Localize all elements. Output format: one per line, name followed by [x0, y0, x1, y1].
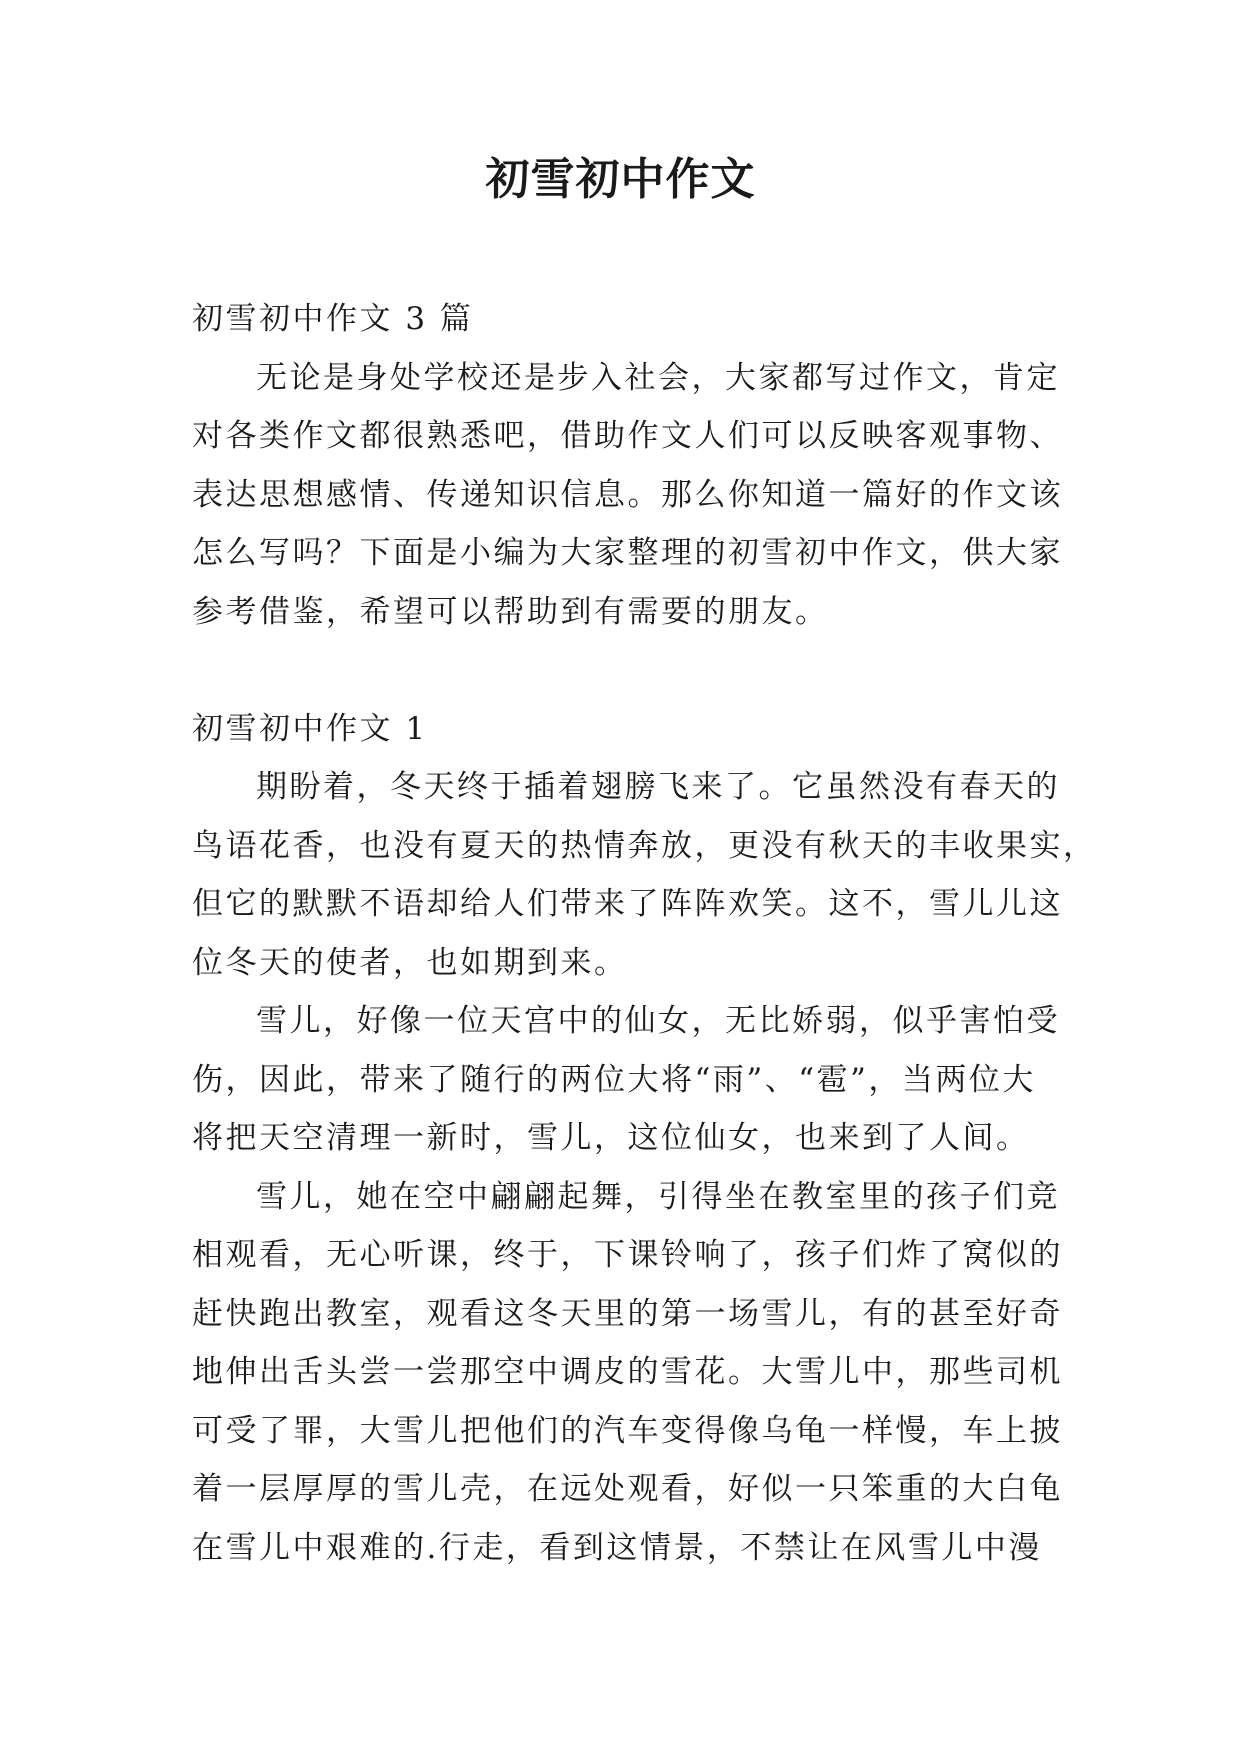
intro-paragraph: [192, 349, 1072, 642]
paragraph-line: 鸟语花香，也没有夏天的热情奔放，更没有秋天的丰收果实，: [192, 827, 1097, 864]
paragraph-line: 怎么写吗？下面是小编为大家整理的初雪初中作文，供大家: [192, 535, 1063, 571]
paragraph-line: 可受了罪，大雪儿把他们的汽车变得像乌龟一样慢，车上披: [192, 1412, 1063, 1449]
paragraph-line: 雪儿，好像一位天宫中的仙女，无比娇弱，似乎害怕受: [256, 1003, 1060, 1039]
essay-paragraph-3: [192, 1168, 1072, 1578]
paragraph-line: 位冬天的使者，也如期到来。: [192, 944, 628, 981]
paragraph-line: 伤，因此，带来了随行的两位大将“雨”、“雹”，当两位大: [192, 1061, 1036, 1098]
document-subtitle: 初雪初中作文 3 篇: [192, 301, 474, 337]
document-body: [192, 290, 1097, 1577]
paragraph-line: 无论是身处学校还是步入社会，大家都写过作文，肯定: [256, 359, 1060, 396]
document-title: 初雪初中作文: [485, 154, 756, 205]
paragraph-line: 参考借鉴，希望可以帮助到有需要的朋友。: [192, 593, 829, 630]
paragraph-line: 对各类作文都很熟悉吧，借助作文人们可以反映客观事物、: [192, 418, 1063, 454]
essay-paragraph-1: [192, 758, 1097, 992]
paragraph-line: 赶快跑出教室，观看这冬天里的第一场雪儿，有的甚至好奇: [192, 1295, 1063, 1332]
essay-paragraph-2: [192, 992, 1072, 1168]
paragraph-line: 相观看，无心听课，终于，下课铃响了，孩子们炸了窝似的: [192, 1237, 1063, 1273]
essay-heading: 初雪初中作文 1: [192, 710, 428, 747]
paragraph-line: 但它的默默不语却给人们带来了阵阵欢笑。这不，雪儿儿这: [192, 886, 1063, 922]
paragraph-line: 雪儿，她在空中翩翩起舞，引得坐在教室里的孩子们竞: [256, 1178, 1060, 1215]
paragraph-line: 表达思想感情、传递知识信息。那么你知道一篇好的作文该: [192, 476, 1063, 513]
paragraph-line: 期盼着，冬天终于插着翅膀飞来了。它虽然没有春天的: [256, 769, 1060, 805]
section-spacer: [192, 641, 1072, 700]
paragraph-line: 着一层厚厚的雪儿壳，在远处观看，好似一只笨重的大白龟: [192, 1471, 1063, 1507]
paragraph-line: 将把天空清理一新时，雪儿，这位仙女，也来到了人间。: [192, 1120, 1030, 1156]
paragraph-line: 在雪儿中艰难的.行走，看到这情景，不禁让在风雪儿中漫: [192, 1529, 1042, 1566]
paragraph-line: 地伸出舌头尝一尝那空中调皮的雪花。大雪儿中，那些司机: [192, 1354, 1063, 1390]
